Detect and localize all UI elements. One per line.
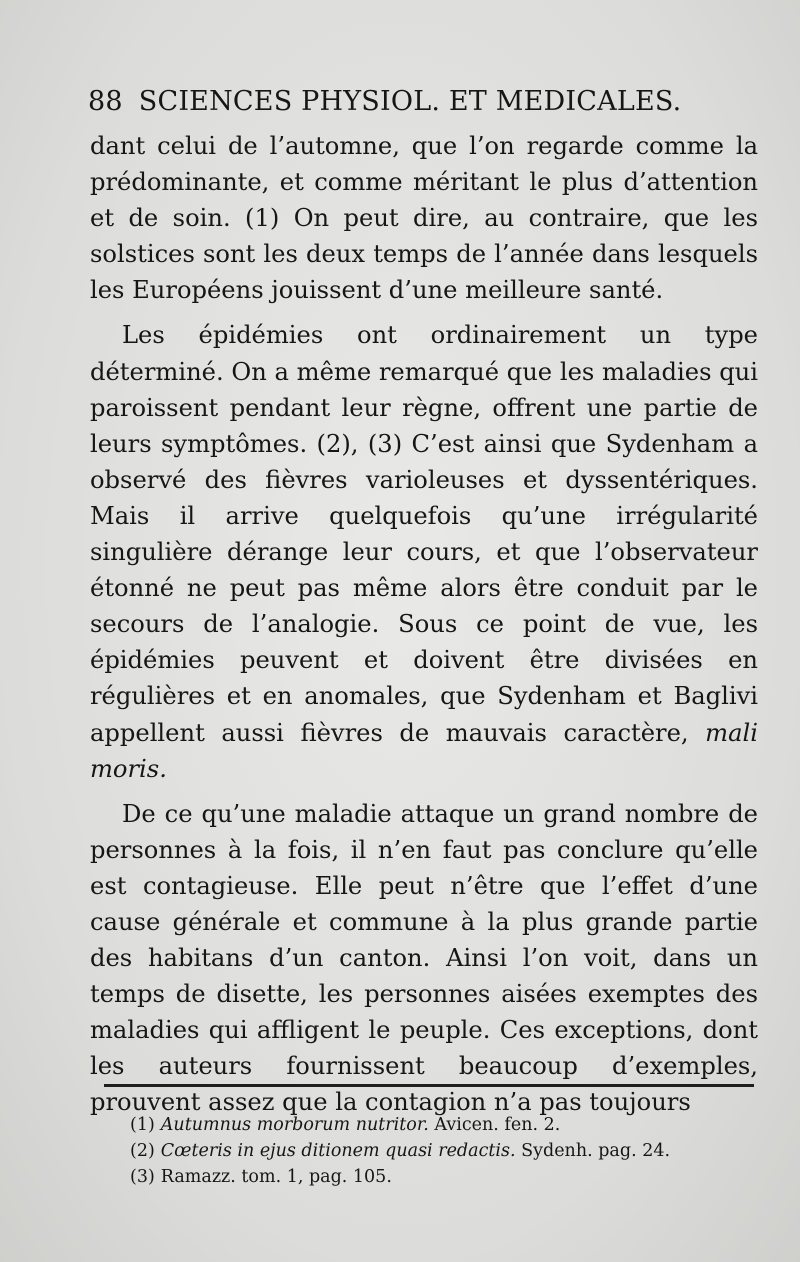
footnote-rule (104, 1084, 754, 1087)
footnote-plain: Ramazz. tom. 1, pag. 105. (160, 1167, 392, 1187)
paragraph-2 (90, 317, 758, 786)
footnote-italic: Autumnus morborum nutritor. (160, 1115, 429, 1135)
running-title: SCIENCES PHYSIOL. ET MEDICALES. (138, 86, 682, 117)
footnote-3 (130, 1164, 750, 1190)
paragraph-2-italic: mali moris. (90, 718, 758, 783)
footnote-mark: (1) (130, 1115, 155, 1135)
body-text (90, 128, 758, 1121)
footnote-mark: (2) (130, 1141, 155, 1161)
paragraph-3: De ce qu’une maladie attaque un grand nombre de personnes à la fois, il n’en faut pas conclure qu’elle est contagieuse. Elle peut n’être que l’effet d’une cause générale et commune à la plus grande partie des habitans d’un canton. Ainsi l’on voit, dans un temps de disette, les personnes aisées exemptes des maladies qui affligent le peuple. Ces exceptions, dont les auteurs fournissent beaucoup d’exemples, prouvent assez que la contagion n’a pas toujours (90, 799, 758, 1117)
footnote-plain: Avicen. fen. 2. (434, 1115, 561, 1135)
footnote-1 (130, 1112, 750, 1138)
page-header (88, 86, 688, 126)
page-number: 88 (88, 86, 123, 117)
footnote-mark: (3) (130, 1167, 155, 1187)
footnote-plain: Sydenh. pag. 24. (521, 1141, 671, 1161)
paragraph-2-text: Les épidémies ont ordinairement un type déterminé. On a même remarqué que les maladies qui paroissent pendant leur règne, offrent une partie de leurs symptômes. (2), (3) C’est ainsi que Sydenham a observé des fièvres varioleuses et dyssentériques. Mais il arrive quelquefois qu’une irrégularité singulière dérange leur cours, et que l’observateur étonné ne peut pas même alors être conduit par le secours de l’analogie. Sous ce point de vue, les épidémies peuvent et doivent être divisées en régulières et en anomales, que Sydenham et Baglivi appellent aussi fièvres de mauvais caractère, (90, 321, 758, 747)
footnotes (130, 1112, 750, 1190)
footnote-2 (130, 1138, 750, 1164)
footnote-italic: Cœteris in ejus ditionem quasi redactis. (160, 1141, 516, 1161)
paragraph-1: dant celui de l’automne, que l’on regarde comme la prédominante, et comme méritant le plus d’attention et de soin. (1) On peut dire, au contraire, que les solstices sont les deux temps de l’année dans lesquels les Européens jouissent d’une meilleure santé. (90, 132, 758, 305)
